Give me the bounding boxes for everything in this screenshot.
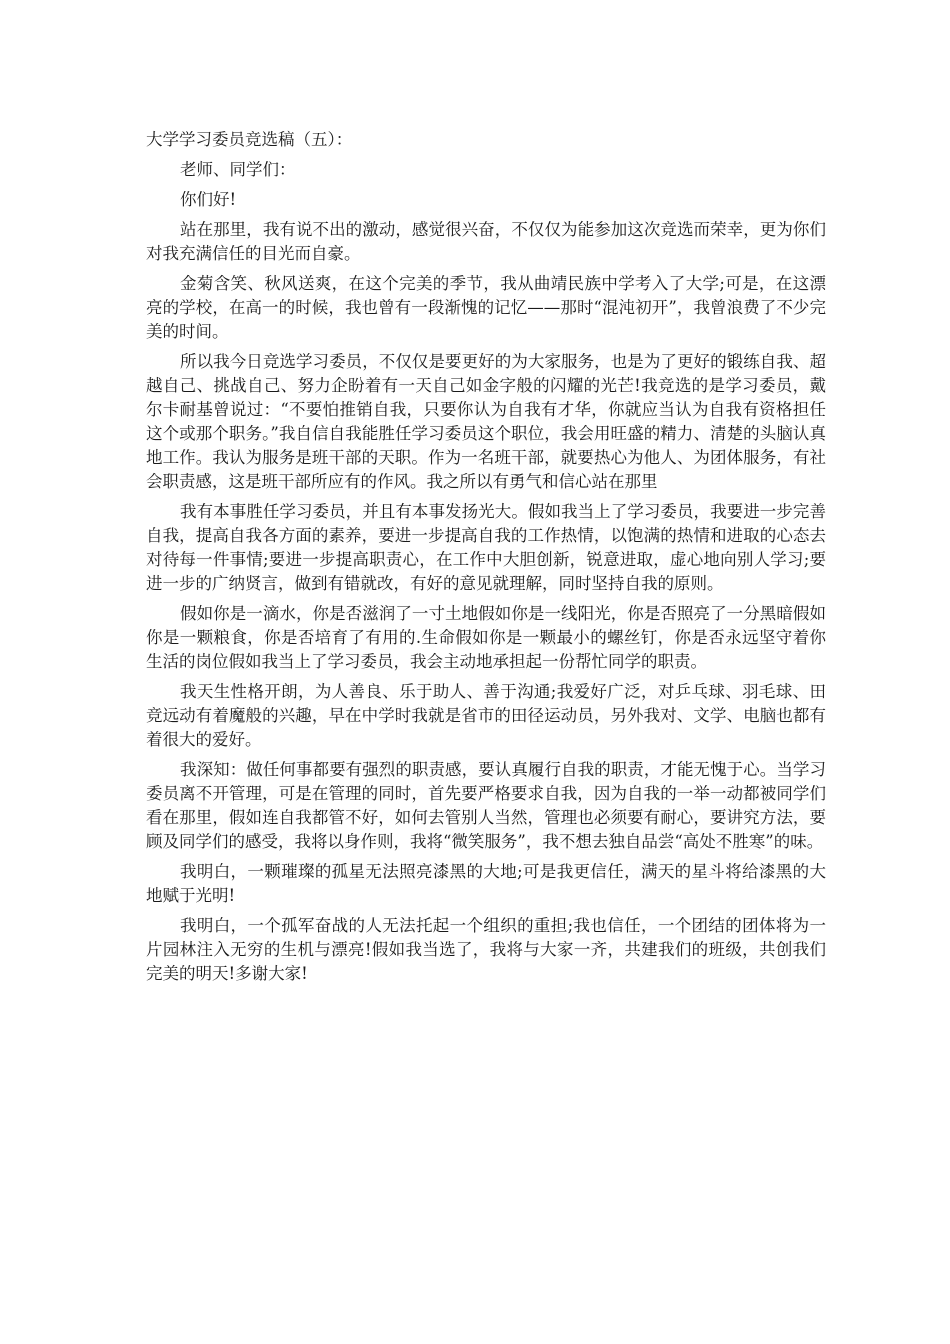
body-paragraph: 我有本事胜任学习委员，并且有本事发扬光大。假如我当上了学习委员，我要进一步完善自我，提高自我各方面的素养，要进一步提高自我的工作热情，以饱满的热情和进取的心态去对待每一件事情;要进一步提高职责心，在工作中大胆创新，锐意进取，虚心地向别人学习;要进一步的广纳贤言，做到有错就改，有好的意见就理解，同时坚持自我的原则。 (146, 502, 826, 593)
closing-paragraph: 我明白，一个孤军奋战的人无法托起一个组织的重担;我也信任，一个团结的团体将为一片园林注入无穷的生机与漂亮!假如我当选了，我将与大家一齐，共建我们的班级，共创我们完美的明天!多谢大家! (146, 916, 826, 983)
greeting-paragraph: 老师、同学们： (180, 160, 296, 179)
body-paragraph: 站在那里，我有说不出的激动，感觉很兴奋，不仅仅为能参加这次竞选而荣幸，更为你们对我充满信任的目光而自豪。 (146, 220, 826, 263)
salutation-paragraph: 你们好! (180, 190, 237, 209)
body-paragraph: 金菊含笑、秋风送爽，在这个完美的季节，我从曲靖民族中学考入了大学;可是，在这漂亮的学校，在高一的时候，我也曾有一段渐愧的记忆——那时“混沌初开”，我曾浪费了不少完美的时间。 (146, 274, 826, 341)
body-paragraph: 假如你是一滴水，你是否滋润了一寸土地假如你是一线阳光，你是否照亮了一分黑暗假如你是一颗粮食，你是否培育了有用的.生命假如你是一颗最小的螺丝钉，你是否永远坚守着你生活的岗位假如我当上了学习委员，我会主动地承担起一份帮忙同学的职责。 (146, 604, 826, 671)
body-paragraph: 所以我今日竞选学习委员，不仅仅是要更好的为大家服务，也是为了更好的锻练自我、超越自己、挑战自己、努力企盼着有一天自己如金字般的闪耀的光芒!我竞选的是学习委员，戴尔卡耐基曾说过：“不要怕推销自我，只要你认为自我有才华，你就应当认为自我有资格担任这个或那个职务。”我自信自我能胜任学习委员这个职位，我会用旺盛的精力、清楚的头脑认真地工作。我认为服务是班干部的天职。作为一名班干部，就要热心为他人、为团体服务，有社会职责感，这是班干部所应有的作风。我之所以有勇气和信心站在那里 (146, 352, 826, 491)
body-paragraph: 我深知：做任何事都要有强烈的职责感，要认真履行自我的职责，才能无愧于心。当学习委员离不开管理，可是在管理的同时，首先要严格要求自我，因为自我的一举一动都被同学们看在那里，假如连自我都管不好，如何去管别人当然，管理也必须要有耐心，要讲究方法，要顾及同学们的感受，我将以身作则，我将“微笑服务”，我不想去独自品尝“高处不胜寒”的味。 (146, 760, 826, 851)
document-title: 大学学习委员竞选稿（五）： (146, 130, 353, 149)
document-page (146, 128, 826, 992)
body-paragraph: 我天生性格开朗，为人善良、乐于助人、善于沟通;我爱好广泛，对乒乓球、羽毛球、田竞远动有着魔般的兴趣，早在中学时我就是省市的田径运动员，另外我对、文学、电脑也都有着很大的爱好。 (146, 682, 826, 749)
body-paragraph: 我明白，一颗璀璨的孤星无法照亮漆黑的大地;可是我更信任，满天的星斗将给漆黑的大地赋于光明! (146, 862, 826, 905)
